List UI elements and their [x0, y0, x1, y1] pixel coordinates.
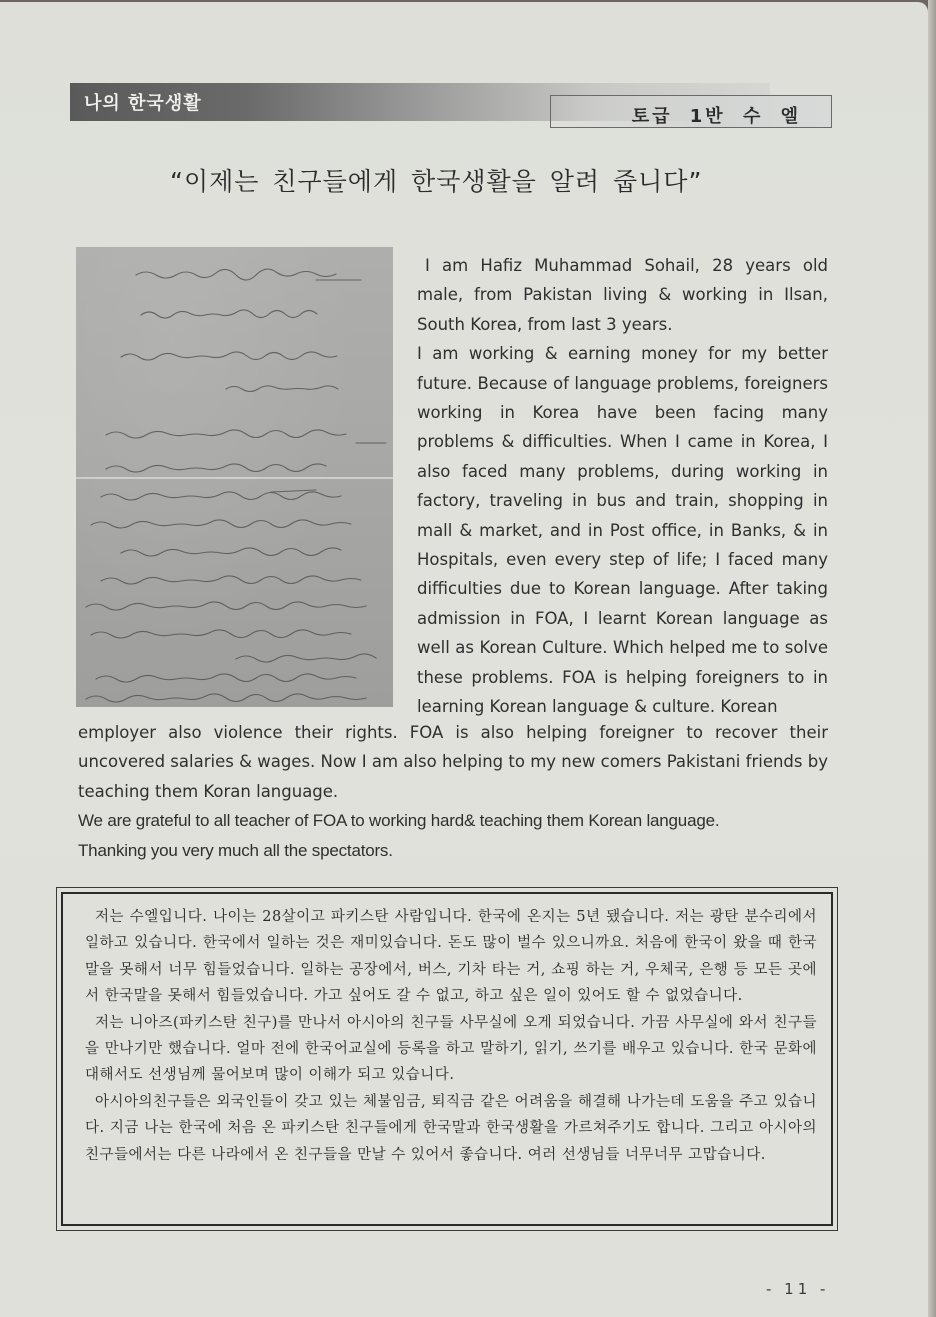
english-paragraph: We are grateful to all teacher of FOA to working hard& teaching them Korean language.: [78, 811, 720, 831]
paper-fold-line: [76, 477, 393, 479]
korean-paragraph: 저는 니아즈(파키스탄 친구)를 만나서 아시아의 친구들 사무실에 오게 되었습니다. 가끔 사무실에 와서 친구들을 만나기만 했습니다. 얼마 전에 한국어교실에 등록을 하고 말하기, 읽기, 쓰기를 배우고 있습니다. 한국 문화에 대해서도 선생님께 물어보며 많이 이해가 되고 있습니다.: [85, 1014, 817, 1084]
page-edge-shadow: [928, 0, 936, 1317]
section-title: 나의 한국생활: [84, 93, 202, 114]
author-label: 토급 1반 수 엘: [631, 106, 801, 127]
english-text-full-width: [78, 718, 828, 865]
korean-paragraph: 저는 수엘입니다. 나이는 28살이고 파키스탄 사람입니다. 한국에 온지는 5년 됐습니다. 저는 광탄 분수리에서 일하고 있습니다. 한국에서 일하는 것은 재미있습니다. 돈도 많이 벌수 있으니까요. 처음에 한국이 왔을 때 한국말을 못해서 너무 힘들었습니다. 일하는 공장에서, 버스, 기차 타는 거, 쇼핑 하는 거, 우체국, 은행 등 모든 곳에서 한국말을 못해서 힘들었습니다. 가고 싶어도 갈 수 없고, 하고 싶은 일이 있어도 할 수 없었습니다.: [85, 909, 817, 1005]
document-page: [0, 2, 928, 1317]
korean-paragraph: 아시아의친구들은 외국인들이 갖고 있는 체불임금, 퇴직금 같은 어려움을 해결해 나가는데 도움을 주고 있습니다. 지금 나는 한국에 처음 온 파키스탄 친구들에게 한국말과 한국생활을 가르쳐주기도 합니다. 그리고 아시아의친구들에서는 다른 나라에서 온 친구들을 만날 수 있어서 좋습니다. 여러 선생님들 너무너무 고맙습니다.: [85, 1093, 817, 1163]
page-number: - 11 -: [766, 1280, 830, 1298]
english-text-column: [417, 251, 828, 722]
korean-text-box-inner: [61, 892, 833, 1226]
english-paragraph: I am working & earning money for my better future. Because of language problems, foreigners working in Korea have been facing many problems & difficulties. When I came in Korea, I also faced many problems, during working in factory, traveling in bus and train, shopping in mall & market, and in Post office, in Banks, & in Hospitals, even every step of life; I faced many difficulties due to Korean language. After taking admission in FOA, I learnt Korean language as well as Korean Culture. Which helped me to solve these problems. FOA is helping foreigners to in learning Korean language & culture. Korean: [417, 344, 828, 717]
korean-text-box: [56, 887, 838, 1231]
english-paragraph: Thanking you very much all the spectators.: [78, 840, 393, 860]
english-paragraph: employer also violence their rights. FOA is also helping foreigner to recover their uncovered salaries & wages. Now I am also helping to my new comers Pakistani friends by teaching them Koran language.: [78, 723, 828, 801]
section-header-bar: [70, 83, 832, 128]
article-title: “이제는 친구들에게 한국생활을 알려 줍니다”: [170, 167, 703, 196]
author-label-box: [550, 95, 832, 128]
english-paragraph: I am Hafiz Muhammad Sohail, 28 years old male, from Pakistan living & working in Ilsan, South Korea, from last 3 years.: [417, 256, 828, 334]
handwritten-letter-photo: [76, 247, 393, 707]
